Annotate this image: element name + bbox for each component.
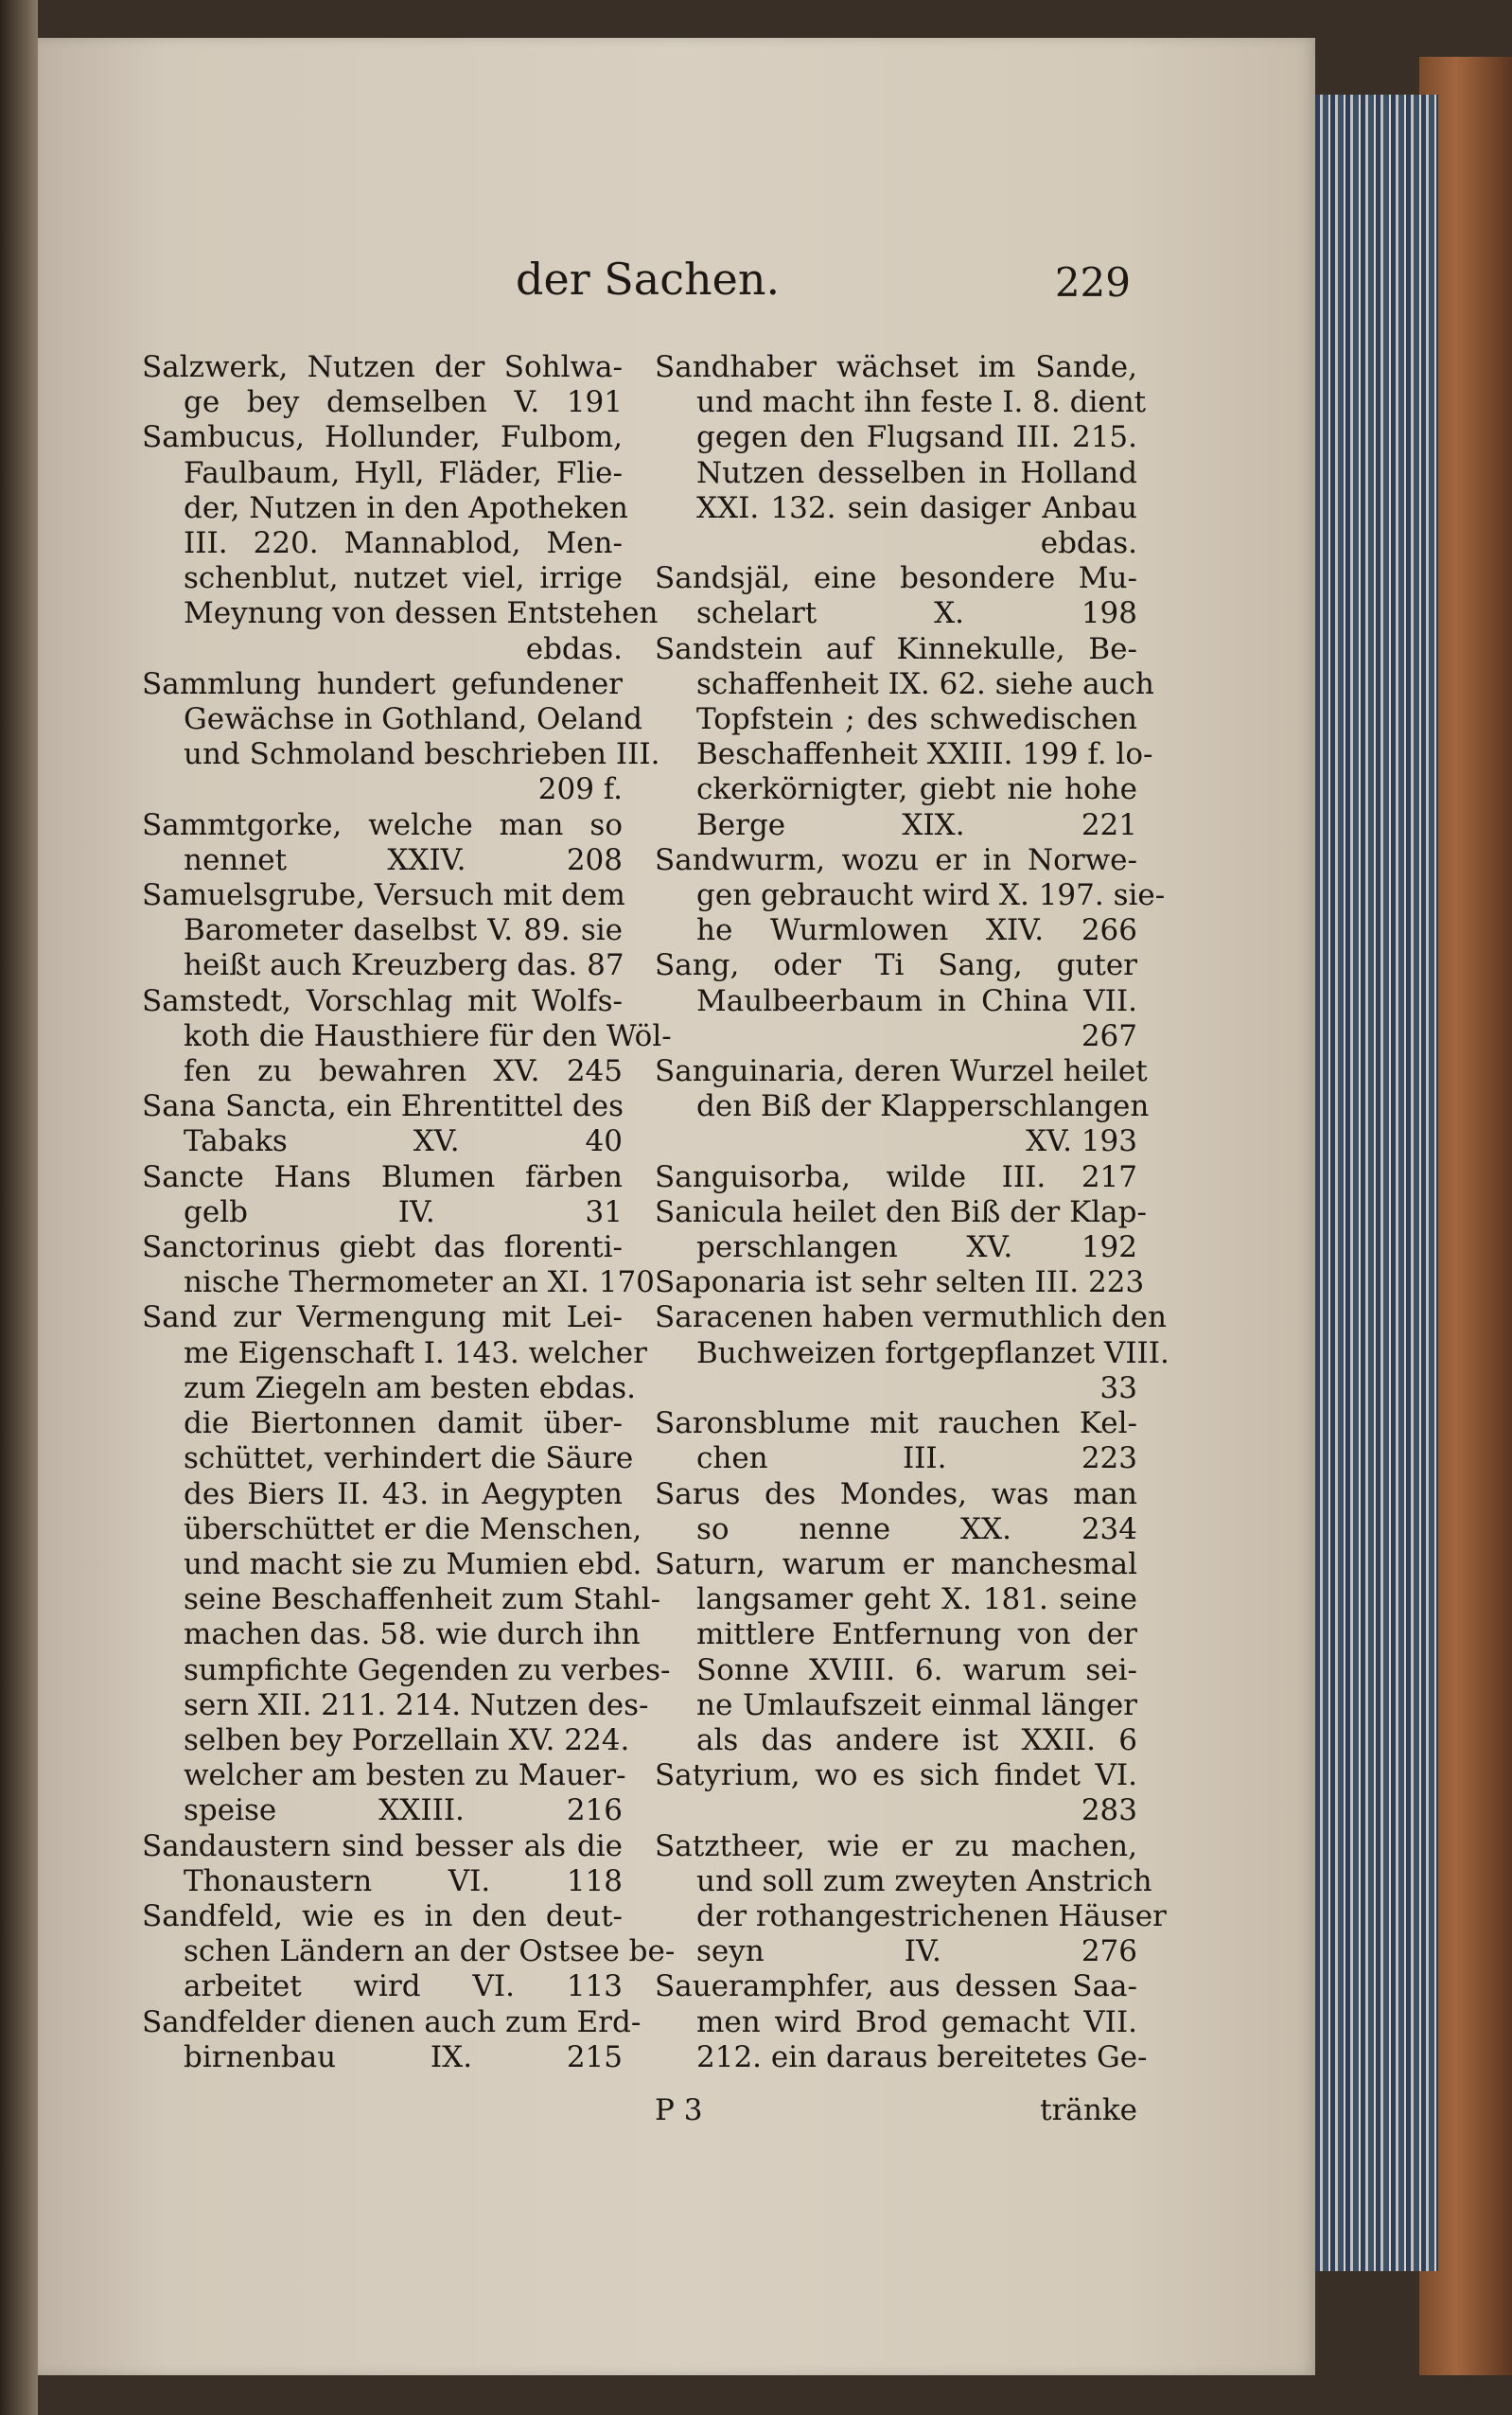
index-entry-line: die Biertonnen damit über- xyxy=(184,1406,623,1441)
index-entry-line: Sarus des Mondes, was man xyxy=(655,1476,1137,1511)
page-stack-edge xyxy=(1315,95,1438,2271)
index-entry-line: Sandhaber wächset im Sande, xyxy=(655,350,1137,384)
index-entry xyxy=(142,1160,623,1230)
index-entry-line: Maulbeerbaum in China VII. xyxy=(696,983,1137,1018)
index-entry-line: Sand zur Vermengung mit Lei- xyxy=(142,1300,623,1335)
index-entry xyxy=(655,1265,1145,1300)
index-entry-line: schen Ländern an der Ostsee be- xyxy=(184,1934,676,1969)
index-entry-line: sumpfichte Gegenden zu verbes- xyxy=(184,1652,671,1687)
index-entry-line: Tabaks XV. 40 xyxy=(184,1124,623,1159)
index-entry-line: 33 xyxy=(1099,1370,1137,1405)
index-entry-line: Sanguisorba, wilde III. 217 xyxy=(655,1159,1137,1194)
index-entry-line: überschüttet er die Menschen, xyxy=(184,1511,642,1546)
index-entry-line: Sanguinaria, deren Wurzel heilet xyxy=(655,1054,1148,1089)
index-entry-line: den Biß der Klapperschlangen xyxy=(696,1089,1150,1124)
index-entry-line: he Wurmlowen XIV. 266 xyxy=(696,913,1137,948)
index-entry-line: selben bey Porzellain XV. 224. xyxy=(184,1722,630,1757)
index-entry-line: schaffenheit IX. 62. siehe auch xyxy=(696,666,1154,701)
index-entry-line: Sandsjäl, eine besondere Mu- xyxy=(655,561,1137,596)
index-entry xyxy=(142,2004,642,2075)
index-entry-line: schüttet, verhindert die Säure xyxy=(184,1441,634,1476)
index-entry-line: Gewächse in Gothland, Oeland xyxy=(184,702,643,737)
index-entry-line: gen gebraucht wird X. 197. sie- xyxy=(696,878,1166,913)
index-entry-line: 267 xyxy=(1081,1018,1137,1053)
index-entry-line: Thonaustern VI. 118 xyxy=(184,1863,623,1898)
index-entry xyxy=(655,1160,1137,1195)
index-entry-line: Sonne XVIII. 6. warum sei- xyxy=(696,1652,1137,1687)
index-entry-line: Berge XIX. 221 xyxy=(696,807,1137,842)
catchword: tränke xyxy=(1040,2093,1137,2127)
index-entry xyxy=(655,948,1137,1054)
index-entry-line: ne Umlaufszeit einmal länger xyxy=(696,1687,1137,1722)
index-entry xyxy=(142,1898,676,2005)
index-column-right xyxy=(655,350,1169,2075)
index-entry-line: des Biers II. 43. in Aegypten xyxy=(184,1476,623,1511)
index-entry xyxy=(142,1230,655,1300)
index-entry-line: Barometer daselbst V. 89. sie xyxy=(184,913,623,948)
index-entry xyxy=(655,1969,1148,2075)
index-entry-line: Sandfeld, wie es in den deut- xyxy=(142,1898,623,1933)
index-entry-line: Samuelsgrube, Versuch mit dem xyxy=(142,878,625,913)
index-column-left xyxy=(142,350,676,2075)
index-entry-line: birnenbau IX. 215 xyxy=(184,2039,623,2074)
index-entry xyxy=(655,1054,1150,1160)
index-entry-line: Saracenen haben vermuthlich den xyxy=(655,1300,1167,1335)
index-entry-line: 212. ein daraus bereitetes Ge- xyxy=(696,2039,1148,2074)
index-entry xyxy=(142,808,623,878)
index-entry-line: III. 220. Mannablod, Men- xyxy=(184,526,623,561)
index-entry-line: Sandaustern sind besser als die xyxy=(142,1828,623,1863)
index-entry xyxy=(142,666,660,808)
index-entry-line: ckerkörnigter, giebt nie hohe xyxy=(696,772,1137,807)
index-entry-line: Satyrium, wo es sich findet VI. xyxy=(655,1758,1137,1793)
index-entry-line: der, Nutzen in den Apotheken xyxy=(184,490,628,525)
index-entry-line: Satztheer, wie er zu machen, xyxy=(655,1828,1137,1863)
index-entry xyxy=(142,350,623,420)
index-entry-line: XV. 193 xyxy=(1026,1124,1137,1159)
index-entry xyxy=(655,1406,1137,1476)
index-entry-line: arbeitet wird VI. 113 xyxy=(184,1969,623,2004)
index-entry-line: Sandwurm, wozu er in Norwe- xyxy=(655,842,1137,877)
index-entry-line: und Schmoland beschrieben III. xyxy=(184,737,660,772)
index-entry-line: ebdas. xyxy=(1040,526,1137,561)
index-entry-line: chen III. 223 xyxy=(696,1441,1137,1476)
running-head: der Sachen. xyxy=(516,254,781,305)
index-entry-line: Sambucus, Hollunder, Fulbom, xyxy=(142,420,623,455)
index-entry-line: so nenne XX. 234 xyxy=(696,1511,1137,1546)
index-entry xyxy=(655,1828,1167,1970)
index-entry-line: und soll zum zweyten Anstrich xyxy=(696,1863,1152,1898)
index-entry-line: perschlangen XV. 192 xyxy=(696,1230,1137,1265)
page-footer xyxy=(655,2093,1137,2135)
index-entry-line: me Eigenschaft I. 143. welcher xyxy=(184,1335,647,1370)
index-entry-line: Meynung von dessen Entstehen xyxy=(184,596,659,631)
index-entry-line: Sandstein auf Kinnekulle, Be- xyxy=(655,631,1137,666)
index-entry-line: 283 xyxy=(1081,1793,1137,1828)
index-entry-line: Beschaffenheit XXIII. 199 f. lo- xyxy=(696,737,1153,772)
index-entry xyxy=(655,842,1166,949)
index-entry-line: zum Ziegeln am besten ebdas. xyxy=(184,1370,637,1405)
index-entry-line: men wird Brod gemacht VII. xyxy=(696,2004,1137,2039)
index-entry-line: Sandfelder dienen auch zum Erd- xyxy=(142,2004,642,2039)
index-entry-line: welcher am besten zu Mauer- xyxy=(184,1758,626,1793)
book-gutter xyxy=(0,0,38,2415)
index-entry-line: Buchweizen fortgepflanzet VIII. xyxy=(696,1335,1169,1370)
index-entry xyxy=(142,1300,671,1828)
index-entry-line: Sanctorinus giebt das florenti- xyxy=(142,1230,623,1265)
page-number: 229 xyxy=(1054,259,1131,306)
index-entry xyxy=(655,631,1154,843)
index-entry xyxy=(655,350,1147,561)
index-entry-line: ge bey demselben V. 191 xyxy=(184,385,623,420)
index-entry xyxy=(655,1194,1147,1265)
index-entry xyxy=(655,1547,1137,1758)
index-entry-line: und macht ihn feste I. 8. dient xyxy=(696,385,1147,420)
index-entry-line: sern XII. 211. 214. Nutzen des- xyxy=(184,1687,649,1722)
index-entry-line: speise XXIII. 216 xyxy=(184,1793,623,1828)
index-entry-line: Samstedt, Vorschlag mit Wolfs- xyxy=(142,983,623,1018)
index-entry-line: seyn IV. 276 xyxy=(696,1934,1137,1969)
index-entry xyxy=(142,1829,623,1899)
index-entry xyxy=(142,1089,623,1159)
index-entry-line: Sancte Hans Blumen färben xyxy=(142,1159,623,1194)
index-entry-line: gegen den Flugsand III. 215. xyxy=(696,420,1137,455)
index-entry-line: Sammtgorke, welche man so xyxy=(142,807,623,842)
index-entry-line: koth die Hausthiere für den Wöl- xyxy=(184,1018,672,1053)
index-entry xyxy=(142,420,659,666)
index-entry-line: 209 f. xyxy=(537,772,623,807)
index-entry-line: Nutzen desselben in Holland xyxy=(696,455,1137,490)
index-entry xyxy=(655,1300,1169,1406)
index-entry xyxy=(655,1477,1137,1547)
index-entry-line: als das andere ist XXII. 6 xyxy=(696,1722,1137,1757)
index-entry-line: machen das. 58. wie durch ihn xyxy=(184,1617,641,1652)
index-entry-line: nische Thermometer an XI. 170 xyxy=(184,1265,655,1300)
index-entry-line: XXI. 132. sein dasiger Anbau xyxy=(696,490,1137,525)
signature-mark: P 3 xyxy=(655,2093,703,2127)
index-entry-line: Saronsblume mit rauchen Kel- xyxy=(655,1406,1137,1441)
index-entry-line: und macht sie zu Mumien ebd. xyxy=(184,1546,642,1581)
index-entry-line: Salzwerk, Nutzen der Sohlwa- xyxy=(142,350,623,384)
index-entry-line: schenblut, nutzet viel, irrige xyxy=(184,561,623,596)
index-entry-line: nennet XXIV. 208 xyxy=(184,842,623,877)
index-entry-line: gelb IV. 31 xyxy=(184,1194,623,1229)
index-entry xyxy=(142,878,623,984)
index-entry-line: der rothangestrichenen Häuser xyxy=(696,1898,1167,1933)
index-entry-line: Sammlung hundert gefundener xyxy=(142,666,623,701)
index-entry-line: fen zu bewahren XV. 245 xyxy=(184,1054,623,1089)
index-entry-line: Topfstein ; des schwedischen xyxy=(696,702,1137,737)
index-entry-line: schelart X. 198 xyxy=(696,596,1137,631)
index-entry-line: Saturn, warum er manchesmal xyxy=(655,1546,1137,1581)
index-entry-line: Sana Sancta, ein Ehrentittel des xyxy=(142,1089,624,1124)
index-entry-line: langsamer geht X. 181. seine xyxy=(696,1582,1137,1617)
index-entry xyxy=(142,983,672,1090)
index-entry-line: mittlere Entfernung von der xyxy=(696,1617,1137,1652)
index-entry-line: heißt auch Kreuzberg das. 87 xyxy=(184,948,624,983)
index-entry-line: Faulbaum, Hyll, Fläder, Flie- xyxy=(184,455,623,490)
index-entry-line: Saponaria ist sehr selten III. 223 xyxy=(655,1265,1145,1300)
index-entry-line: Saueramphfer, aus dessen Saa- xyxy=(655,1969,1137,2004)
index-entry-line: Sang, oder Ti Sang, guter xyxy=(655,948,1137,983)
index-entry xyxy=(655,1758,1137,1828)
index-entry-line: Sanicula heilet den Biß der Klap- xyxy=(655,1194,1147,1229)
index-entry-line: seine Beschaffenheit zum Stahl- xyxy=(184,1582,661,1617)
index-entry xyxy=(655,561,1137,631)
index-entry-line: ebdas. xyxy=(525,631,623,666)
page-header xyxy=(516,254,1159,320)
